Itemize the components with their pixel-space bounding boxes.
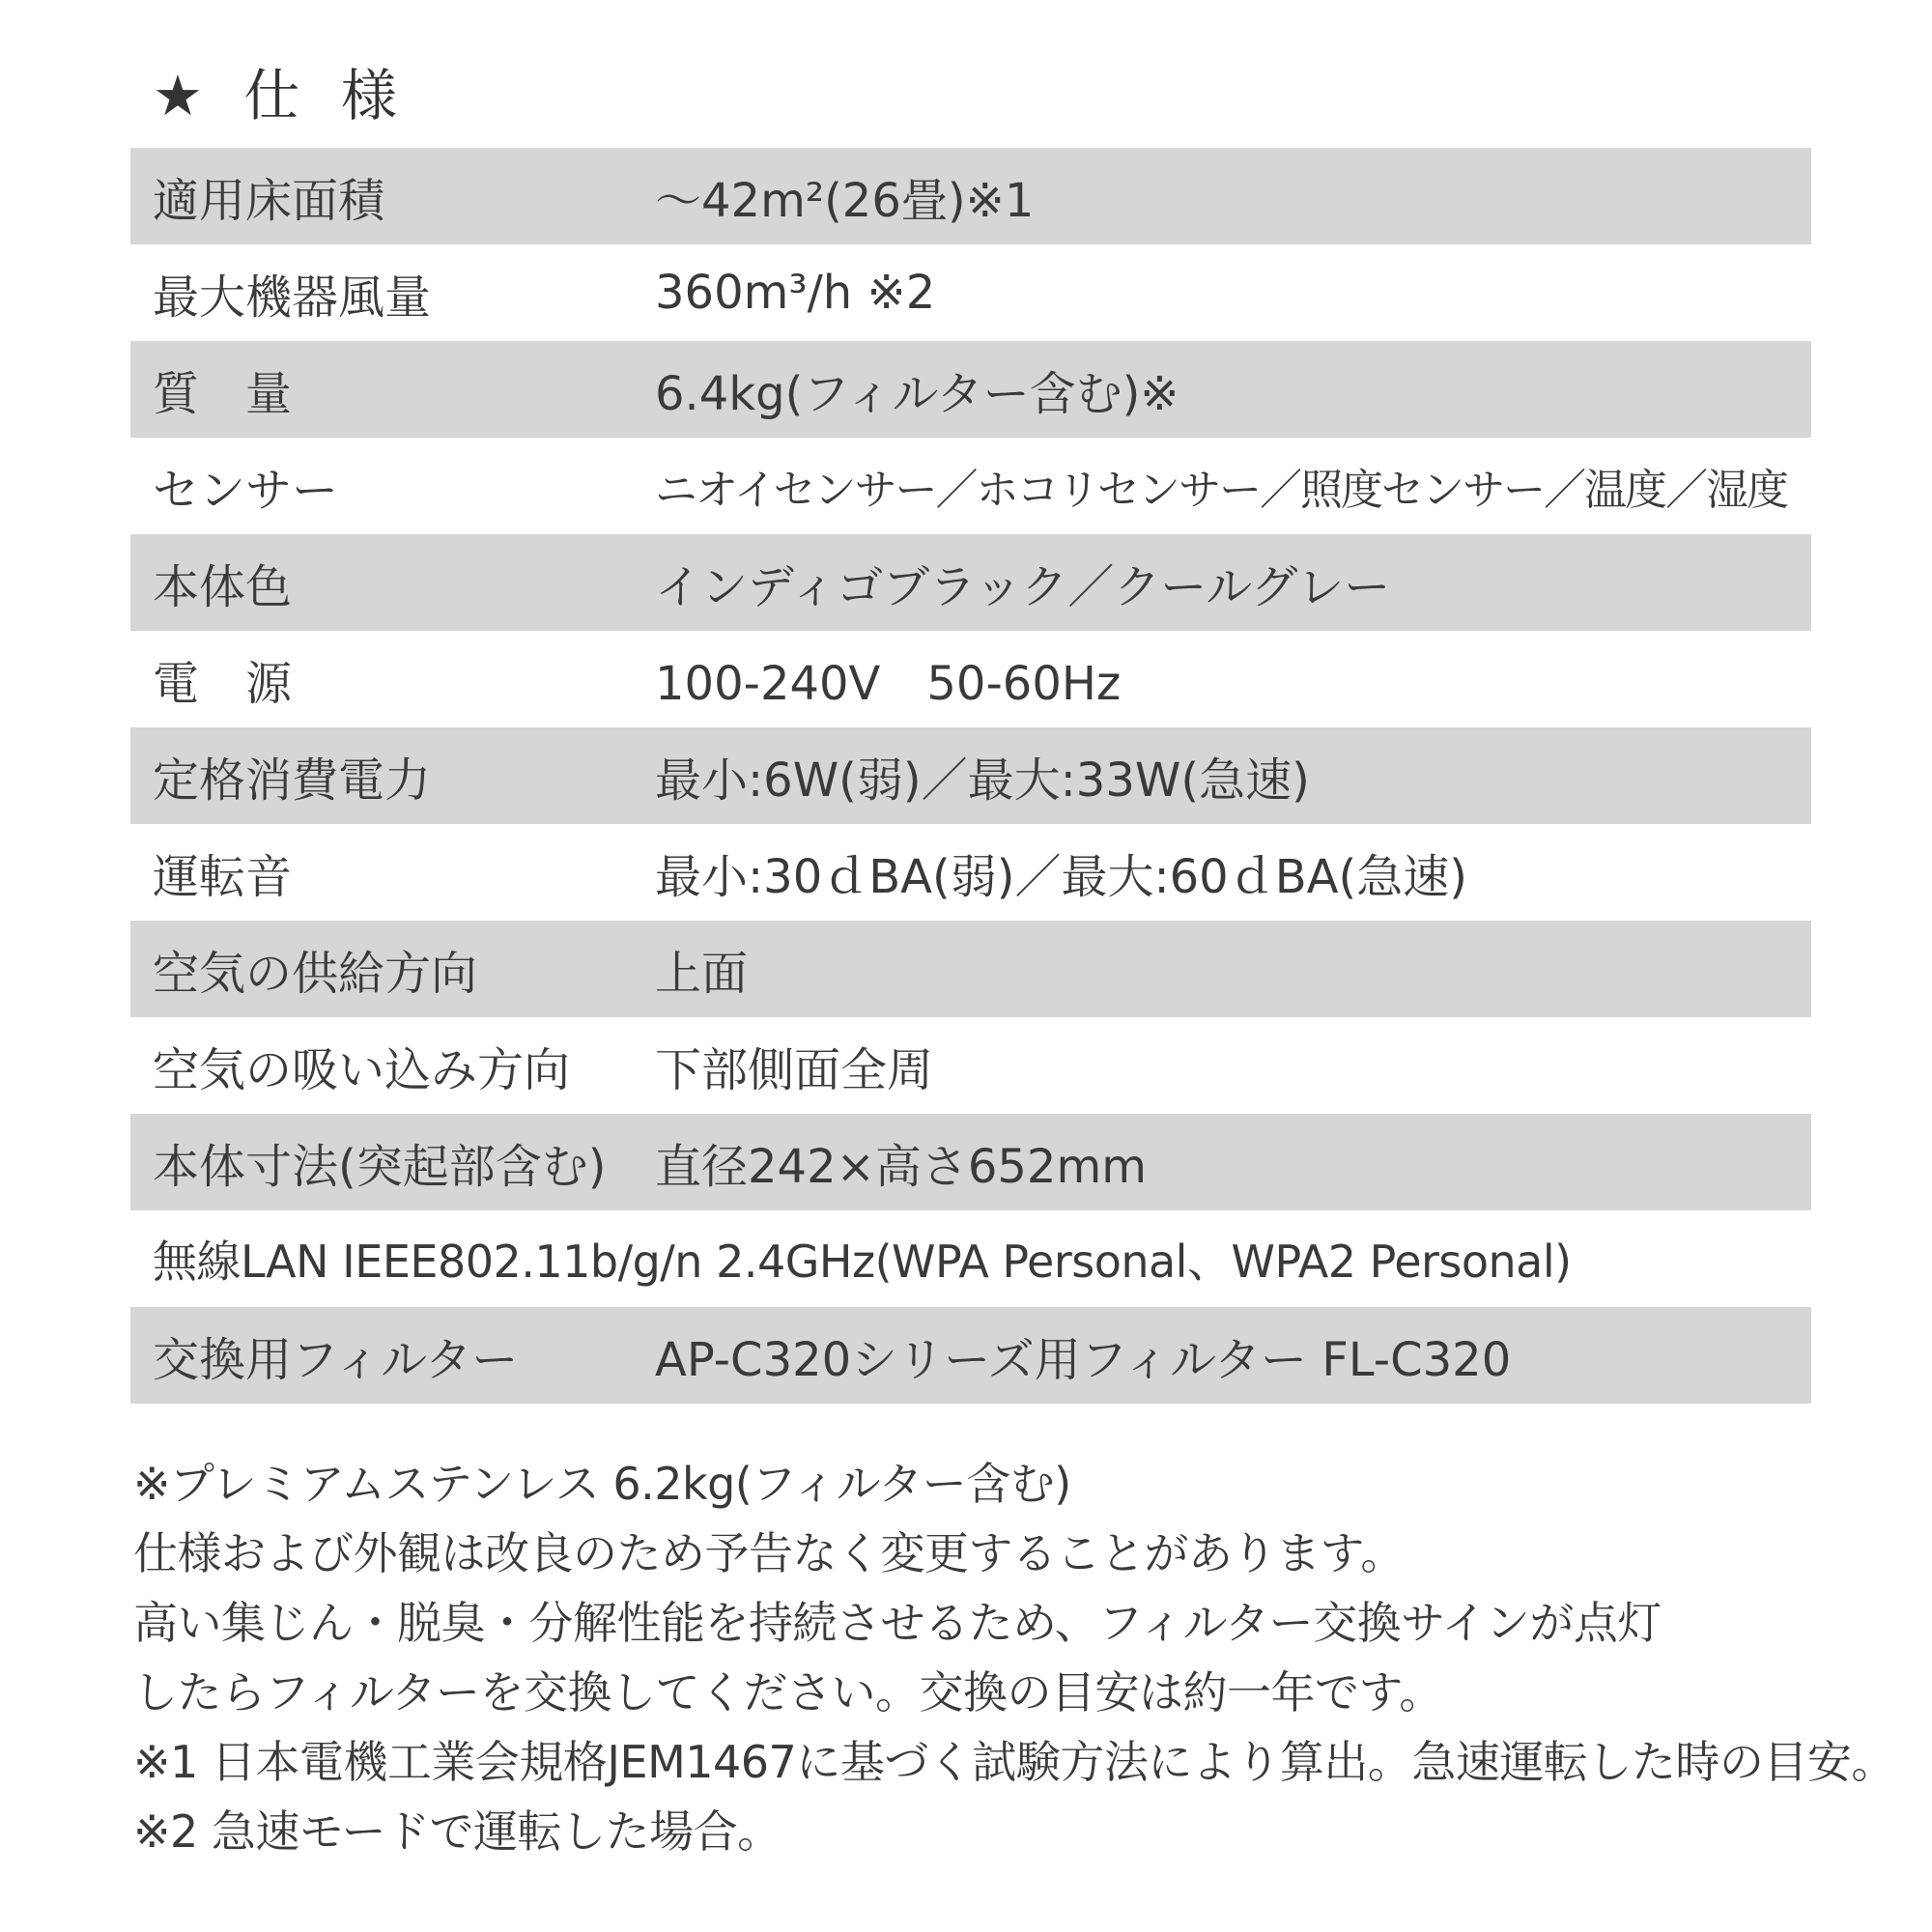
spec-label: 空気の供給方向 — [153, 946, 478, 1001]
footnotes — [133, 1449, 1895, 1866]
spec-row-air-intake — [130, 1017, 1811, 1114]
section-title: ★ 仕 様 — [153, 63, 409, 128]
spec-row-power-source — [130, 631, 1811, 727]
spec-label: 空気の吸い込み方向 — [153, 1042, 571, 1097]
spec-value: 360m³/h ※2 — [655, 266, 936, 320]
spec-label: 適用床面積 — [153, 173, 385, 228]
spec-value: インディゴブラック／クールグレー — [655, 559, 1391, 614]
spec-label: 質 量 — [153, 366, 293, 421]
note-line: したらフィルターを交換してください。交換の目安は約一年です。 — [133, 1666, 1443, 1719]
spec-value: ニオイセンサー／ホコリセンサー／照度センサー／温度／湿度 — [655, 466, 1788, 515]
spec-label: センサー — [153, 463, 339, 518]
spec-value: 下部側面全周 — [655, 1042, 934, 1097]
spec-value: 直径242×高さ652mm — [655, 1139, 1147, 1194]
spec-value: 最小:6W(弱)／最大:33W(急速) — [655, 753, 1310, 808]
spec-row-power-consumption — [130, 727, 1811, 824]
spec-row-air-supply — [130, 921, 1811, 1017]
spec-row-weight — [130, 341, 1811, 438]
spec-value: 上面 — [655, 946, 749, 1001]
spec-row-dimensions — [130, 1114, 1811, 1210]
spec-label: 運転音 — [153, 849, 293, 904]
wireless-lan-text: 無線LAN IEEE802.11b/g/n 2.4GHz(WPA Personal、WPA2 Personal) — [153, 1236, 1572, 1288]
spec-value: 6.4kg(フィルター含む)※ — [655, 366, 1179, 421]
spec-value: 100-240V 50-60Hz — [655, 656, 1122, 711]
spec-label: 定格消費電力 — [153, 753, 432, 808]
spec-row-noise — [130, 824, 1811, 921]
spec-row-floor-area — [130, 148, 1811, 244]
spec-label: 本体色 — [153, 559, 293, 614]
note-line: ※1 日本電機工業会規格JEM1467に基づく試験方法により算出。急速運転した時の目安。 — [133, 1736, 1895, 1788]
spec-value: 最小:30ｄBA(弱)／最大:60ｄBA(急速) — [655, 849, 1467, 904]
spec-row-body-color — [130, 534, 1811, 631]
spec-row-sensor — [130, 438, 1811, 534]
spec-row-max-airflow — [130, 244, 1811, 341]
spec-value: ～42m²(26畳)※1 — [655, 173, 1035, 228]
spec-table — [130, 148, 1811, 1404]
note-line: ※2 急速モードで運転した場合。 — [133, 1805, 781, 1858]
note-line: ※プレミアムステンレス 6.2kg(フィルター含む) — [133, 1458, 1071, 1510]
spec-value: AP-C320シリーズ用フィルター FL-C320 — [655, 1332, 1512, 1387]
spec-label: 本体寸法(突起部含む) — [153, 1139, 607, 1194]
spec-label: 交換用フィルター — [153, 1332, 519, 1387]
spec-label: 電 源 — [153, 656, 293, 711]
spec-label: 最大機器風量 — [153, 270, 432, 325]
note-line: 仕様および外観は改良のため予告なく変更することがあります。 — [133, 1527, 1405, 1579]
note-line: 高い集じん・脱臭・分解性能を持続させるため、フィルター交換サインが点灯 — [133, 1597, 1662, 1649]
spec-row-wireless-lan — [130, 1210, 1811, 1307]
spec-row-replacement-filter — [130, 1307, 1811, 1404]
